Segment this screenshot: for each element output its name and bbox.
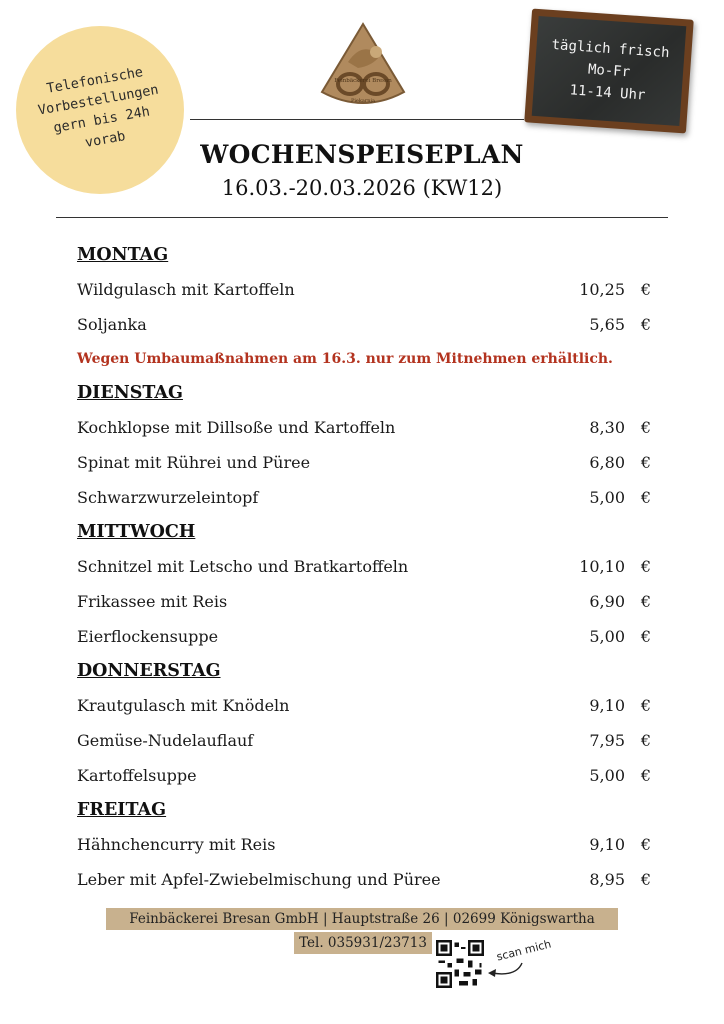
menu-item: [77, 723, 651, 758]
dish-price: 9,10: [589, 696, 625, 715]
currency: €: [640, 592, 651, 611]
page-title: WOCHENSPEISEPLAN: [200, 140, 524, 169]
currency: €: [640, 488, 651, 507]
dish-price: 10,25: [579, 280, 625, 299]
dish-price: 5,00: [589, 488, 625, 507]
currency: €: [640, 766, 651, 785]
preorder-text: Telefonische Vorbestellungen gern bis 24h vorab: [36, 64, 160, 151]
dish-price: 8,30: [589, 418, 625, 437]
menu-item: [77, 688, 651, 723]
dish-price: 9,10: [589, 835, 625, 854]
menu-item: [77, 584, 651, 619]
dish-name: Schwarzwurzeleintopf: [77, 488, 259, 507]
logo-bottom-text: Piekarnja: [350, 98, 376, 104]
dish-name: Hähnchencurry mit Reis: [77, 835, 276, 854]
title-divider: [56, 217, 668, 218]
dish-name: Frikassee mit Reis: [77, 592, 228, 611]
menu-item: [77, 827, 651, 862]
dish-name: Krautgulasch mit Knödeln: [77, 696, 290, 715]
bakery-logo: [318, 22, 408, 114]
currency: €: [640, 731, 651, 750]
currency: €: [640, 696, 651, 715]
dish-price: 6,80: [589, 453, 625, 472]
day-heading: DIENSTAG: [77, 383, 183, 403]
scan-label: scan mich: [495, 937, 553, 964]
currency: €: [640, 315, 651, 334]
chalk-line: 11-14 Uhr: [569, 82, 646, 104]
menu-item: [77, 307, 651, 342]
dish-name: Wildgulasch mit Kartoffeln: [77, 280, 295, 299]
dish-price: 10,10: [579, 557, 625, 576]
logo-top-text: Feinbäckerei Bresan: [334, 78, 392, 84]
dish-name: Schnitzel mit Letscho und Bratkartoffeln: [77, 557, 409, 576]
weekly-menu: [77, 238, 651, 897]
header-divider: [190, 119, 524, 120]
dish-price: 5,00: [589, 766, 625, 785]
currency: €: [640, 557, 651, 576]
footer-phone: Tel. 035931/23713: [294, 932, 432, 954]
dish-price: 5,65: [589, 315, 625, 334]
menu-item: [77, 445, 651, 480]
footer-address: Feinbäckerei Bresan GmbH | Hauptstraße 26 | 02699 Königswartha: [106, 908, 618, 930]
menu-item: [77, 410, 651, 445]
menu-item: [77, 549, 651, 584]
currency: €: [640, 418, 651, 437]
qr-code-icon[interactable]: [436, 940, 484, 988]
currency: €: [640, 280, 651, 299]
dish-price: 7,95: [589, 731, 625, 750]
dish-name: Spinat mit Rührei und Püree: [77, 453, 311, 472]
day-heading: DONNERSTAG: [77, 661, 221, 681]
dish-name: Leber mit Apfel-Zwiebelmischung und Püree: [77, 870, 441, 889]
dish-price: 5,00: [589, 627, 625, 646]
day-heading: MONTAG: [77, 245, 169, 265]
menu-item: [77, 272, 651, 307]
currency: €: [640, 870, 651, 889]
chalkboard-surface: [532, 16, 687, 126]
day-heading: MITTWOCH: [77, 522, 196, 542]
chalk-line: Mo-Fr: [587, 61, 631, 81]
arrow-icon: [486, 955, 526, 983]
currency: €: [640, 835, 651, 854]
currency: €: [640, 627, 651, 646]
chalk-line: täglich frisch: [551, 36, 670, 62]
week-dates: 16.03.-20.03.2026 (KW12): [221, 176, 503, 200]
menu-item: [77, 480, 651, 515]
menu-item: [77, 619, 651, 654]
day-heading: FREITAG: [77, 800, 167, 820]
dish-price: 8,95: [589, 870, 625, 889]
dish-name: Soljanka: [77, 315, 147, 334]
dish-name: Gemüse-Nudelauflauf: [77, 731, 254, 750]
dish-name: Kartoffelsuppe: [77, 766, 197, 785]
dish-name: Kochklopse mit Dillsoße und Kartoffeln: [77, 418, 396, 437]
dish-name: Eierflockensuppe: [77, 627, 219, 646]
menu-item: [77, 862, 651, 897]
currency: €: [640, 453, 651, 472]
chalkboard: [524, 8, 694, 133]
dish-price: 6,90: [589, 592, 625, 611]
notice: Wegen Umbaumaßnahmen am 16.3. nur zum Mitnehmen erhältlich.: [77, 351, 613, 367]
menu-item: [77, 758, 651, 793]
